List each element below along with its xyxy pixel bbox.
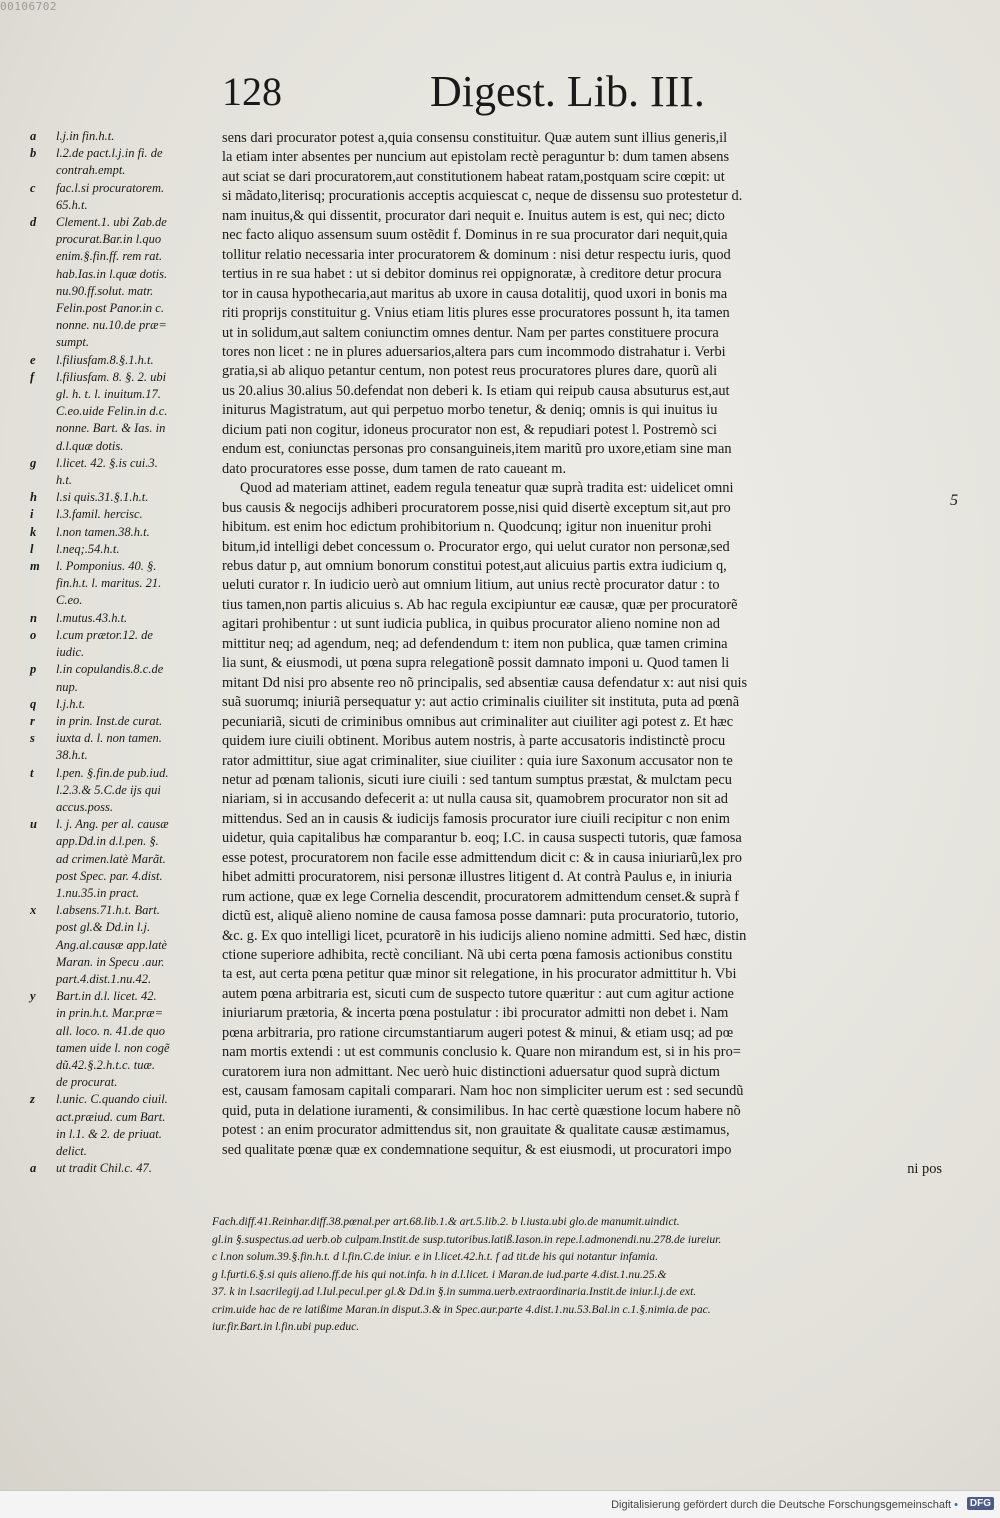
text-line: nec facto aliquo assensum suum ostẽdit f. Dominus in re sua procurator dari nequit,quia [222,227,728,244]
text-line: lia sunt, & eiusmodi, ut pœna supra relegationẽ possit damnato imponi u. Quod tamen li [222,655,730,672]
marginal-note [30,438,218,455]
note-text: part.4.dist.1.nu.42. [56,971,152,986]
text-line: nam mortis extendi : ut est communis conclusio k. Quare non mirandum est, si in his pro= [222,1044,741,1061]
note-letter: m [30,559,40,574]
text-line: si mãdato,literisq; procurationis acceptis acquiescat c, neque de dissensu suo protestetur d. [222,188,743,205]
note-letter [30,438,56,455]
note-text: Maran. in Specu .aur. [56,954,165,969]
marginal-note [30,765,218,782]
text-line: curatorem iura non admittant. Nec uerò huic distinctioni aduersatur quod suprà dictum [222,1063,720,1080]
marginal-note [30,420,218,437]
text-line: rum actione, quæ ex lege Cornelia descendit, procuratorem admittendum censet.& suprà f [222,888,740,905]
text-line: rator admittitur, siue agat criminaliter, siue ciuiliter : quia iure Saxonum accusator non te [222,752,733,769]
text-line: hibet admitti procuratorem, nisi personæ illustres litigent d. At contrà Paulus e, in iniuria [222,869,732,886]
note-text: l.si quis.31.§.1.h.t. [56,490,149,505]
text-line: us 20.alius 30.alius 50.defendat non deberi k. Is etiam qui reipub causa absuturus est,aut [222,382,730,399]
note-text: nonne. Bart. & Ias. in [56,421,166,436]
note-letter [30,420,56,437]
marginal-note [30,334,218,351]
note-text: all. loco. n. 41.de quo [56,1023,166,1038]
note-text: 65.h.t. [56,197,88,212]
marginal-note [30,1160,218,1177]
margin-number: 5 [950,492,958,509]
text-line: ueluti curator r. In iudicio uerò aut omnium litium, aut unius rectè procurator datur : to [222,577,720,594]
marginal-note [30,352,218,369]
marginal-note [30,1126,218,1143]
text-line: tollitur relatio necessaria inter procuratorem & dominum : nisi detur respectu iuris, quod [222,246,731,263]
note-text: l.2.3.& 5.C.de ijs qui [56,782,161,797]
catalog-id: 00106702 [0,0,57,13]
note-text: l.j.in fin.h.t. [56,129,115,143]
note-letter [30,679,56,696]
marginal-note [30,386,218,403]
marginal-note [30,919,218,936]
note-letter [30,954,56,971]
marginal-note [30,713,218,730]
note-letter: x [30,903,37,918]
marginal-note [30,1074,218,1091]
note-text: hab.Ias.in l.quæ dotis. [56,266,168,281]
note-letter: b [30,146,37,161]
note-letter: s [30,731,35,746]
note-letter: l [30,541,34,556]
text-line: ut in solidum,aut saltem coniunctim omnes dentur. Nam per partes constituere procura [222,324,719,341]
text-line: hibitum. est enim hoc edictum prohibitorium n. Quodcunq; igitur non inuenitur prohi [222,519,712,536]
marginal-note [30,730,218,747]
text-line: rebus datur p, aut omnium bonorum constitui potest,aut alicuius partis extra iudicium q, [222,557,727,574]
marginal-note [30,868,218,885]
note-text: l. Pomponius. 40. §. [56,559,157,574]
note-letter [30,885,56,902]
marginal-note [30,937,218,954]
marginal-note [30,644,218,661]
text-line: mitant Dd nisi pro absente reo nõ principalis, sed absentiæ causa defendatur x: aut nisi quis [222,674,748,691]
note-letter [30,851,56,868]
note-text: iudic. [56,645,85,660]
marginal-note [30,472,218,489]
note-letter [30,833,56,850]
marginal-note [30,747,218,764]
note-letter: y [30,989,36,1004]
marginal-note [30,214,218,231]
text-line: potest : an enim procurator admittendus sit, non grauitate & qualitate causæ æstimamus, [222,1122,730,1139]
marginal-note [30,369,218,386]
marginal-note [30,197,218,214]
note-letter [30,1126,56,1143]
note-text: C.eo.uide Felin.in d.c. [56,404,168,419]
note-letter [30,248,56,265]
marginal-note [30,954,218,971]
note-letter [30,937,56,954]
note-text: l.pen. §.fin.de pub.iud. [56,765,169,780]
note-text: fin.h.t. l. maritus. 21. [56,576,162,591]
note-text: l.mutus.43.h.t. [56,610,128,625]
marginal-note [30,231,218,248]
text-line: bus causis & negocijs adhiberi procuratorem posse,nisi quid disertè exceptum sit,aut pro [222,499,731,516]
marginal-note [30,1040,218,1057]
marginal-note [30,317,218,334]
marginal-note [30,524,218,541]
text-line: tertius in re sua habet : ut si debitor dominus rei oppignoratæ, à creditore detur procura [222,266,722,283]
note-letter [30,403,56,420]
note-text: act.præiud. cum Bart. [56,1109,166,1124]
text-line: autem pœna arbitraria est, sicuti cum de suspecto tutore quæritur : aut cum agitur actione [222,985,734,1002]
marginal-note [30,1143,218,1160]
marginal-note [30,627,218,644]
text-line: sens dari procurator potest a,quia consensu constituitur. Quæ autem sunt illius generis,il [222,130,728,146]
text-line: bitum,id intelligi debet concessum o. Procurator ergo, qui uelut curator non personæ,sed [222,538,730,555]
note-letter [30,919,56,936]
note-text: Ang.al.causæ app.latè [56,937,168,952]
text-line: mittitur neq; ad agendum, neq; ad defendendum t: item non publica, quæ tamen crimina [222,635,728,652]
marginal-note [30,679,218,696]
text-line: la etiam inter absentes per nuncium aut epistolam rectè peraguntur b: dum tamen absens [222,149,730,166]
note-text: Clement.1. ubi Zab.de [56,215,167,230]
note-letter: i [30,507,34,522]
marginal-note [30,696,218,713]
marginal-note [30,180,218,197]
note-text: l.licet. 42. §.is cui.3. [56,455,158,470]
text-line: quid, puta in delatione iuramenti, & consimilibus. In hac certè quæstione locum habere nõ [222,1102,741,1119]
note-text: post gl.& Dd.in l.j. [56,920,151,935]
note-text: l.j.h.t. [56,696,86,711]
marginal-note [30,128,218,145]
marginal-note [30,851,218,868]
note-letter [30,868,56,885]
text-line: pecuniariã, sicuti de criminibus omnibus aut criminaliter aut ciuiliter agi potest z. Et hæc [222,713,734,730]
text-line: agitari prohibentur : ut sunt iudicia publica, in quibus procurator alieno nomine non ad [222,616,720,633]
text-line: ctione superiore adhibita, rectè conciliant. Nã ubi certa pœna famosis actionibus constitu [222,947,733,964]
note-text: nup. [56,679,78,694]
note-text: contrah.empt. [56,163,126,178]
text-line: nam inuitus,& qui dissentit, procurator dari nequit e. Inuitus autem is est, qui nec; dicto [222,207,725,224]
footnote-line: gl.in §.suspectus.ad uerb.ob culpam.Instit.de susp.tutoribus.latiß.Iason.in repe.l.admonendi.nu.278.de iureiur. [212,1232,722,1246]
note-text: Felin.post Panor.in c. [56,301,164,316]
note-text: gl. h. t. l. inuitum.17. [56,387,161,402]
note-letter: o [30,627,37,642]
note-letter [30,971,56,988]
note-text: fac.l.si procuratorem. [56,180,165,195]
footnote-line: Fach.diff.41.Reinhar.diff.38.pœnal.per art.68.lib.1.& art.5.lib.2. b l.iusta.ubi glo.de manumit.uindict. [212,1215,680,1228]
note-text: Bart.in d.l. licet. 42. [56,989,157,1004]
note-text: enim.§.fin.ff. rem rat. [56,249,163,264]
text-line: mittendus. Sed an in causis & iudicijs famosis procurator iure ciuili recipitur c non enim [222,810,730,827]
text-line: netur ad pœnam talionis, sicuti iure ciuili : sed tantum sumptus præstat, & mulctam pecu [222,771,732,788]
note-text: sumpt. [56,335,89,350]
note-text: d.l.quæ dotis. [56,438,124,453]
note-letter: a [30,129,37,143]
text-line: tor in causa hypothecaria,aut maritus ab uxore in causa dotalitij, quod uxori in bonis ma [222,285,728,302]
text-line: gratia,si ab aliquo petantur centum, non potest reus procuratores plures dare, quorũ ali [222,363,718,380]
text-line: Quod ad materiam attinet, eadem regula teneatur quæ suprà tradita est: uidelicet omni [240,480,734,497]
note-text: l.unic. C.quando ciuil. [56,1092,168,1107]
text-line: aut sciat se dari procuratorem,aut constitutionem habeat ratam,postquam scire cœpit: ut [222,168,725,185]
note-text: delict. [56,1143,87,1158]
footer-bar [0,1490,1000,1518]
note-text: 1.nu.35.in pract. [56,885,139,900]
note-letter [30,266,56,283]
marginal-note [30,575,218,592]
note-text: l. j. Ang. per al. causæ [56,817,169,832]
note-letter [30,386,56,403]
text-line: &c. g. Ex quo intelligi licet, pcuratorẽ in his iudicijs alieno nomine admitti. Sed hæc, distin [222,927,747,944]
note-letter [30,317,56,334]
marginal-note [30,1091,218,1108]
note-letter [30,575,56,592]
separator-bullet: • [954,1499,958,1511]
note-letter [30,1143,56,1160]
text-line: ni pos [907,1161,942,1178]
note-letter [30,472,56,489]
marginal-notes [30,128,218,1177]
note-text: l.filiusfam.8.§.1.h.t. [56,352,154,367]
note-letter [30,162,56,179]
marginal-note [30,1057,218,1074]
marginal-note [30,782,218,799]
marginal-note [30,1005,218,1022]
note-text: l.2.de pact.l.j.in fi. de [56,146,163,161]
note-letter: c [30,180,36,195]
marginal-note [30,799,218,816]
note-text: post Spec. par. 4.dist. [56,868,163,883]
note-text: in prin.h.t. Mar.præ= [56,1006,164,1021]
page-number: 128 [222,69,282,114]
marginal-note [30,1023,218,1040]
note-text: accus.poss. [56,799,113,814]
footnote-line: c l.non solum.39.§.fin.h.t. d l.fin.C.de iniur. e in l.licet.42.h.t. f ad tit.de his qui notantur infamia. [212,1250,659,1263]
note-letter: t [30,765,34,780]
note-letter [30,1109,56,1126]
dfg-logo: DFG [967,1497,994,1510]
note-letter: g [30,455,37,470]
note-letter [30,1005,56,1022]
marginal-note [30,971,218,988]
text-line: suã suorumq; iniuriã persequatur y: aut actio criminalis ciuiliter sit instituta, puta ad pœnã [222,694,740,711]
note-letter [30,644,56,661]
note-letter [30,1040,56,1057]
note-text: in prin. Inst.de curat. [56,713,163,728]
note-letter [30,197,56,214]
note-letter [30,231,56,248]
marginal-note [30,1109,218,1126]
note-letter [30,283,56,300]
footnotes [212,1213,952,1336]
note-letter: u [30,817,37,832]
text-line: sed qualitate pœnæ quæ ex condemnatione sequitur, & est eiusmodi, ut procuratori impo [222,1141,732,1158]
footnote-line: crim.uide hac de re latißime Maran.in disput.3.& in Spec.aur.parte 4.dist.1.nu.53.Bal.in c.1.§.nimia.de pac. [212,1302,711,1316]
marginal-note [30,558,218,575]
text-line: initurus Magistratum, aut qui perpetuo morbo tenetur, & deniq; omnis is qui inuitus iu [222,402,718,419]
marginal-note [30,403,218,420]
marginal-note [30,610,218,627]
marginal-note [30,885,218,902]
note-letter [30,1023,56,1040]
marginal-note [30,988,218,1005]
note-text: l.non tamen.38.h.t. [56,524,150,539]
note-letter [30,592,56,609]
note-text: h.t. [56,473,72,488]
note-letter: q [30,696,37,711]
marginal-note [30,489,218,506]
note-text: l.3.famil. hercisc. [56,507,143,522]
marginal-note [30,283,218,300]
credit-text: Digitalisierung gefördert durch die Deutsche Forschungsgemeinschaft [611,1499,952,1511]
marginal-note [30,145,218,162]
note-text: de procurat. [56,1075,118,1090]
note-letter: p [30,662,37,677]
footnote-line: 37. k in l.sacrilegij.ad l.Iul.pecul.per gl.& Dd.in §.in summa.uerb.extraordinaria.Instit.de iniur.l.j.de ext. [212,1285,697,1298]
note-text: l.cum prætor.12. de [56,627,153,642]
running-head: Digest. Lib. III. [430,67,705,116]
marginal-note [30,816,218,833]
footnote-line: iur.fir.Bart.in l.fin.ubi pup.educ. [212,1320,360,1333]
note-letter [30,782,56,799]
text-line: dato procuratores esse posse, dum tamen de rato caueant m. [222,460,567,477]
note-text: app.Dd.in d.l.pen. §. [56,834,159,849]
marginal-note [30,455,218,472]
note-letter [30,334,56,351]
note-text: procurat.Bar.in l.quo [56,232,162,247]
marginal-note [30,541,218,558]
note-text: ad crimen.latè Marãt. [56,851,166,866]
note-text: C.eo. [56,593,83,608]
marginal-note [30,248,218,265]
note-letter [30,1074,56,1091]
note-letter: r [30,713,35,728]
main-text [222,129,942,1179]
footnote-line: g l.furti.6.§.si quis alieno.ff.de his qui not.infa. h in d.l.licet. i Maran.de iud.parte 4.dist.1.nu.25.& [212,1267,667,1281]
note-letter: k [30,524,37,539]
note-text: tamen uide l. non cogẽ [56,1040,170,1055]
marginal-note [30,592,218,609]
text-line: dicium pati non cogitur, idoneus procurator non est, & repudiari potest l. Postremò sci [222,421,718,438]
note-letter: e [30,352,36,367]
text-line: esse potest, procuratorem non facile esse admittendum dicit c: & in causa iniuriarũ,lex pro [222,849,742,866]
text-line: iniuriarum prætoria, & incerta pœna postulatur : ibi procurator admitti non debet i. Nam [222,1005,729,1022]
text-line: tores non licet : ne in plures aduersarios,altera pars cum incommodo distrahatur i. Verbi [222,343,726,360]
note-text: nu.90.ff.solut. matr. [56,283,154,298]
marginal-note [30,902,218,919]
text-line: quidem iure ciuili obtinent. Moribus autem nostris, à parte accusatoris indistinctè procu [222,733,726,750]
text-line: uidetur, quia capitalibus hæ comparantur b. eoq; I.C. in causa suspecti tutoris, quæ famosa [222,830,742,847]
note-letter: h [30,490,37,505]
funding-credit [611,1499,958,1511]
note-text: l.filiusfam. 8. §. 2. ubi [56,369,167,384]
note-text: l.absens.71.h.t. Bart. [56,903,160,918]
note-text: dũ.42.§.2.h.t.c. tuæ. [56,1057,155,1072]
note-letter: z [30,1092,35,1107]
note-text: nonne. nu.10.de præ= [56,318,167,333]
note-letter: f [30,369,35,384]
marginal-note [30,162,218,179]
note-text: in l.1. & 2. de priuat. [56,1126,162,1141]
note-letter [30,747,56,764]
text-line: dictũ est, aliquẽ alieno nomine de causa famosa posse damnari: puta procuratorio, tutorio, [222,908,739,925]
text-line: endum est, coniunctas personas pro consanguineis,item maritũ pro uxore,etiam sine man [222,441,732,458]
text-line: tius tamen,non partis alicuius s. Ab hac regula excipiuntur eæ causæ, quæ per procuratorẽ [222,596,738,613]
marginal-note [30,661,218,678]
note-text: iuxta d. l. non tamen. [56,731,162,746]
text-line: niariam, si in accusando defecerit a: ut nulla causa sit, quamobrem procurator non sit ad [222,791,728,808]
text-line: est, causam famosam capitali comparari. Nam hoc non simpliciter uerum est : sed secundũ [222,1083,744,1100]
note-letter [30,300,56,317]
note-letter: d [30,215,37,230]
note-text: l.neq;.54.h.t. [56,541,120,556]
note-letter: n [30,610,37,625]
note-text: 38.h.t. [56,748,88,763]
marginal-note [30,266,218,283]
text-line: ta est, aut certa pœna petitur quæ minor sit relegatione, in his procurator admittitur h. Vbi [222,966,737,983]
note-letter: a [30,1161,37,1176]
note-letter [30,799,56,816]
marginal-note [30,506,218,523]
marginal-note [30,300,218,317]
note-text: ut tradit Chil.c. 47. [56,1161,152,1176]
note-text: l.in copulandis.8.c.de [56,662,164,677]
marginal-note [30,833,218,850]
text-line: riti proprijs constituitur g. Vnius etiam litis plures esse procuratores possunt h, ita tamen [222,305,730,322]
text-line: pœna arbitraria, pro ratione circumstantiarum augeri potest & minui, & etiam usq; ad pœ [222,1024,734,1041]
note-letter [30,1057,56,1074]
